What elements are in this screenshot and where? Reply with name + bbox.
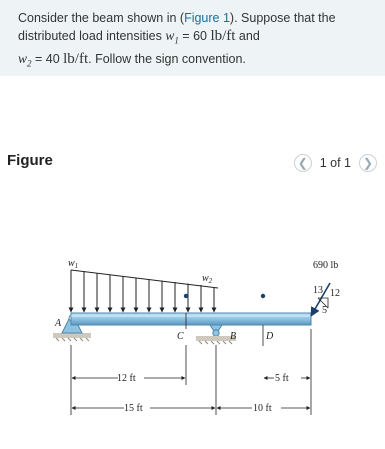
w2-symbol: w xyxy=(18,50,28,66)
dimension-10ft xyxy=(217,403,310,414)
label-d: D xyxy=(266,331,274,342)
label-a: A xyxy=(55,318,62,329)
chevron-right-icon[interactable]: ❯ xyxy=(359,154,377,172)
w1-label: $w_1$ xyxy=(68,258,79,270)
w1-unit: lb/ft xyxy=(210,28,236,44)
figure-counter: 1 of 1 xyxy=(319,156,351,170)
dimension-12ft xyxy=(72,373,185,384)
slope-13: 13 xyxy=(313,285,323,296)
slope-12: 12 xyxy=(330,288,340,299)
label-c: C xyxy=(177,331,184,342)
force-label: 690 lb xyxy=(313,260,339,271)
w1-subscript: 1 xyxy=(174,35,179,46)
extension-lines xyxy=(71,329,311,415)
point-c-marker xyxy=(184,294,188,298)
chevron-left-icon[interactable]: ❮ xyxy=(294,154,312,172)
point-d-marker xyxy=(261,294,265,298)
svg-text:10 ft: 10 ft xyxy=(253,403,272,414)
w1-symbol: w xyxy=(165,28,175,43)
figure-title: Figure xyxy=(7,152,53,169)
svg-text:5 ft: 5 ft xyxy=(275,373,289,384)
w2-subscript: 2 xyxy=(27,58,32,68)
w2-unit: lb/ft xyxy=(63,50,89,67)
figure-link[interactable]: Figure 1 xyxy=(184,11,230,25)
dimension-5ft xyxy=(264,373,310,384)
distributed-load xyxy=(71,270,218,312)
problem-text: . Follow the sign convention. xyxy=(88,51,246,66)
w2-value: = 40 xyxy=(31,51,64,66)
slope-5: 5 xyxy=(322,305,327,316)
w1-value: = 60 xyxy=(178,29,211,43)
problem-text: ). Suppose that the xyxy=(229,11,336,25)
beam xyxy=(71,313,311,325)
svg-text:15 ft: 15 ft xyxy=(124,403,143,414)
label-b: B xyxy=(230,331,237,342)
problem-text: Consider the beam shown in ( xyxy=(18,11,185,25)
problem-text: and xyxy=(235,29,260,43)
svg-text:12 ft: 12 ft xyxy=(117,373,136,384)
w2-label: $w_2$ xyxy=(202,273,213,285)
dimension-15ft xyxy=(72,403,215,414)
problem-text: distributed load intensities xyxy=(18,29,166,43)
